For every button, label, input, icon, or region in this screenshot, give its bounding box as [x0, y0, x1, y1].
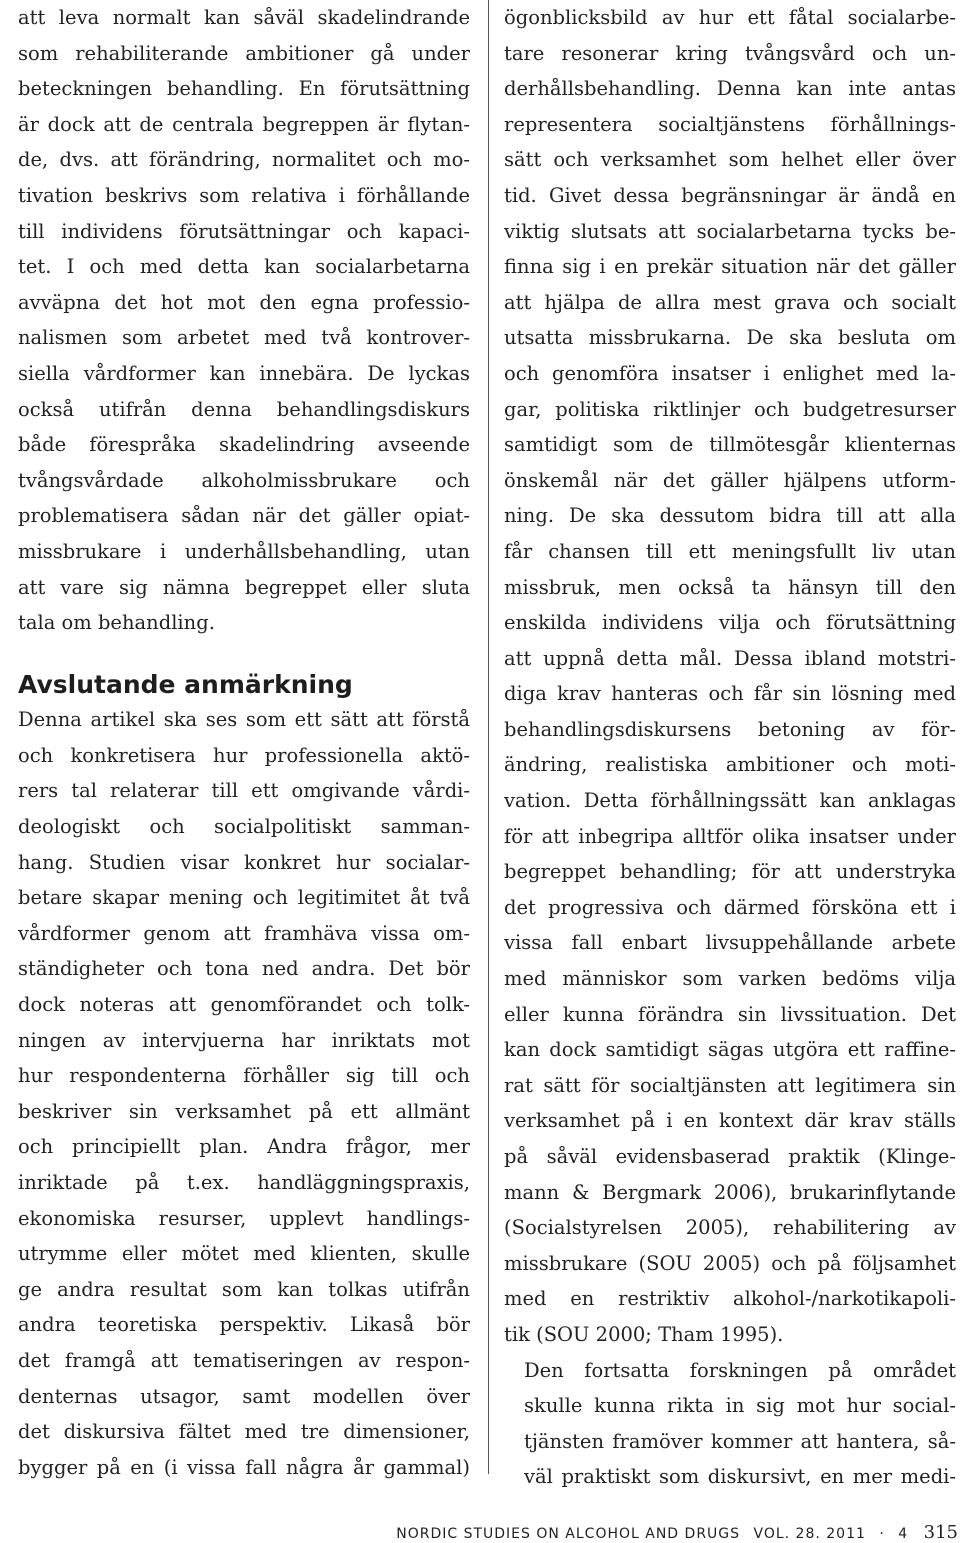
text-line: de, dvs. att förändring, normalitet och mo- — [18, 148, 470, 172]
text-line: att vare sig nämna begreppet eller sluta — [18, 575, 470, 599]
paragraph — [18, 0, 470, 641]
text-line: att uppnå detta mål. Dessa ibland motstri- — [504, 646, 956, 670]
text-line: att leva normalt kan såväl skadelindrande — [18, 6, 470, 29]
text-line: det framgå att tematiseringen av respon- — [18, 1348, 470, 1372]
paragraph — [504, 1353, 956, 1495]
column-divider — [488, 0, 489, 1474]
text-line: ge andra resultat som kan tolkas utifrån — [18, 1277, 470, 1301]
text-line: derhållsbehandling. Denna kan inte antas — [504, 77, 956, 101]
text-line: och genomföra insatser i enlighet med la- — [504, 361, 956, 385]
text-line: nalismen som arbetet med två kontrover- — [18, 326, 470, 350]
text-line: betare skapar mening och legitimitet åt två — [18, 886, 470, 910]
text-line: verksamhet på i en kontext där krav ställs — [504, 1109, 956, 1133]
text-line: Denna artikel ska ses som ett sätt att förstå — [18, 708, 470, 732]
text-line: (Socialstyrelsen 2005), rehabilitering av — [504, 1216, 956, 1240]
text-line: denternas utsagor, samt modellen över — [18, 1384, 470, 1408]
text-line: skulle kunna rikta in sig mot hur social- — [524, 1394, 956, 1418]
text-line: avväpna det hot mot den egna professio- — [18, 290, 470, 314]
text-line: missbrukare i underhållsbehandling, utan — [18, 539, 470, 563]
text-line: tjänsten framöver kommer att hantera, så- — [524, 1429, 956, 1453]
text-line: och principiellt plan. Andra frågor, mer — [18, 1135, 470, 1159]
text-line: som rehabiliterande ambitioner gå under — [18, 41, 470, 65]
text-line: för att inbegripa alltför olika insatser under — [504, 824, 956, 848]
text-line: siella vårdformer kan innebära. De lyckas — [18, 361, 470, 385]
text-line: önskemål när det gäller hjälpens utform- — [504, 468, 956, 492]
text-line: tivation beskrivs som relativa i förhållande — [18, 183, 470, 207]
text-line: finna sig i en prekär situation när det gäller — [504, 255, 956, 279]
text-line: begreppet behandling; för att understryka — [504, 860, 956, 884]
text-line: ekonomiska resurser, upplevt handlings- — [18, 1206, 470, 1230]
text-line: bygger på en (i vissa fall några år gammal) — [18, 1455, 470, 1479]
text-line: deologiskt och socialpolitiskt samman- — [18, 815, 470, 839]
text-line: utrymme eller mötet med klienten, skulle — [18, 1242, 470, 1266]
text-line: tare resonerar kring tvångsvård och un- — [504, 41, 956, 65]
text-line: på såväl evidensbaserad praktik (Klinge- — [504, 1145, 956, 1168]
text-line: både förespråka skadelindring avseende — [18, 433, 470, 457]
text-line: vation. Detta förhållningssätt kan anklagas — [504, 789, 956, 813]
text-line: det diskursiva fältet med tre dimensioner, — [18, 1420, 470, 1444]
text-line: kan dock samtidigt sägas utgöra ett raffine- — [504, 1038, 956, 1062]
volume-info: VOL. 28. 2011 — [753, 1526, 866, 1542]
text-line: ändring, realistiska ambitioner och moti- — [504, 753, 956, 777]
text-line: dock noteras att genomförandet och tolk- — [18, 993, 470, 1017]
text-line: sätt och verksamhet som helhet eller över — [504, 148, 956, 172]
text-line: att hjälpa de allra mest grava och socialt — [504, 290, 956, 314]
text-line: får chansen till ett meningsfullt liv utan — [504, 539, 956, 563]
text-line: tala om behandling. — [18, 611, 215, 635]
text-line: hang. Studien visar konkret hur socialar- — [18, 850, 470, 874]
left-column — [18, 0, 470, 1485]
text-line: andra teoretiska perspektiv. Likaså bör — [18, 1313, 470, 1337]
paragraph — [504, 0, 956, 1353]
text-line: ning. De ska dessutom bidra till att alla — [504, 504, 956, 528]
page-number: 315 — [923, 1522, 958, 1543]
text-line: beteckningen behandling. En förutsättning — [18, 77, 470, 101]
text-line: enskilda individens vilja och förutsättning — [504, 611, 956, 635]
text-line: till individens förutsättningar och kapaci- — [18, 219, 470, 243]
journal-name: NORDIC STUDIES ON ALCOHOL AND DRUGS — [396, 1526, 741, 1542]
text-line: Den fortsatta forskningen på området — [524, 1358, 956, 1382]
text-line: hur respondenterna förhåller sig till och — [18, 1064, 470, 1088]
text-line: tvångsvårdade alkoholmissbrukare och — [18, 468, 470, 492]
page-footer — [0, 1522, 958, 1543]
text-line: gar, politiska riktlinjer och budgetresurser — [504, 397, 956, 421]
text-line: problematisera sådan när det gäller opiat- — [18, 504, 470, 528]
text-line: vårdformer genom att framhäva vissa om- — [18, 921, 470, 945]
text-line: mann & Bergmark 2006), brukarinflytande — [504, 1180, 956, 1204]
text-line: med en restriktiv alkohol-/narkotikapoli- — [504, 1287, 956, 1311]
text-line: eller kunna förändra sin livssituation. Det — [504, 1002, 956, 1026]
text-line: tik (SOU 2000; Tham 1995). — [504, 1322, 784, 1346]
text-line: med människor som varken bedöms vilja — [504, 967, 956, 991]
text-line: missbruk, men också ta hänsyn till den — [504, 575, 956, 599]
text-line: det progressiva och därmed försköna ett i — [504, 895, 956, 919]
text-line: missbrukare (SOU 2005) och på följsamhet — [504, 1251, 956, 1275]
text-line: diga krav hanteras och får sin lösning med — [504, 682, 956, 706]
text-line: ständigheter och tona ned andra. Det bör — [18, 957, 470, 981]
separator: · — [879, 1526, 885, 1542]
text-line: behandlingsdiskursens betoning av för- — [504, 717, 956, 741]
text-line: är dock att de centrala begreppen är flytan- — [18, 112, 470, 136]
text-line: utsatta missbrukarna. De ska besluta om — [504, 326, 956, 350]
right-column — [504, 0, 956, 1495]
text-line: vissa fall enbart livsuppehållande arbete — [504, 931, 956, 955]
text-line: viktig slutsats att socialarbetarna tycks be- — [504, 219, 956, 243]
text-line: också utifrån denna behandlingsdiskurs — [18, 397, 470, 421]
issue-number: 4 — [898, 1526, 909, 1542]
text-line: ögonblicksbild av hur ett fåtal socialarbe- — [504, 6, 956, 29]
paragraph — [18, 702, 470, 1485]
text-line: rat sätt för socialtjänsten att legitimera sin — [504, 1073, 956, 1097]
text-line: samtidigt som de tillmötesgår klienternas — [504, 433, 956, 457]
text-line: rers tal relaterar till ett omgivande vårdi- — [18, 779, 470, 803]
section-heading: Avslutande anmärkning — [18, 669, 353, 699]
text-line: och konkretisera hur professionella aktö- — [18, 743, 470, 767]
text-line: inriktade på t.ex. handläggningspraxis, — [18, 1171, 470, 1194]
text-line: representera socialtjänstens förhållnings- — [504, 112, 956, 136]
text-line: tid. Givet dessa begränsningar är ändå en — [504, 183, 956, 207]
text-line: beskriver sin verksamhet på ett allmänt — [18, 1099, 470, 1123]
text-line: ningen av intervjuerna har inriktats mot — [18, 1028, 470, 1052]
text-line: väl praktiskt som diskursivt, en mer medi- — [524, 1465, 956, 1489]
text-line: tet. I och med detta kan socialarbetarna — [18, 255, 470, 279]
